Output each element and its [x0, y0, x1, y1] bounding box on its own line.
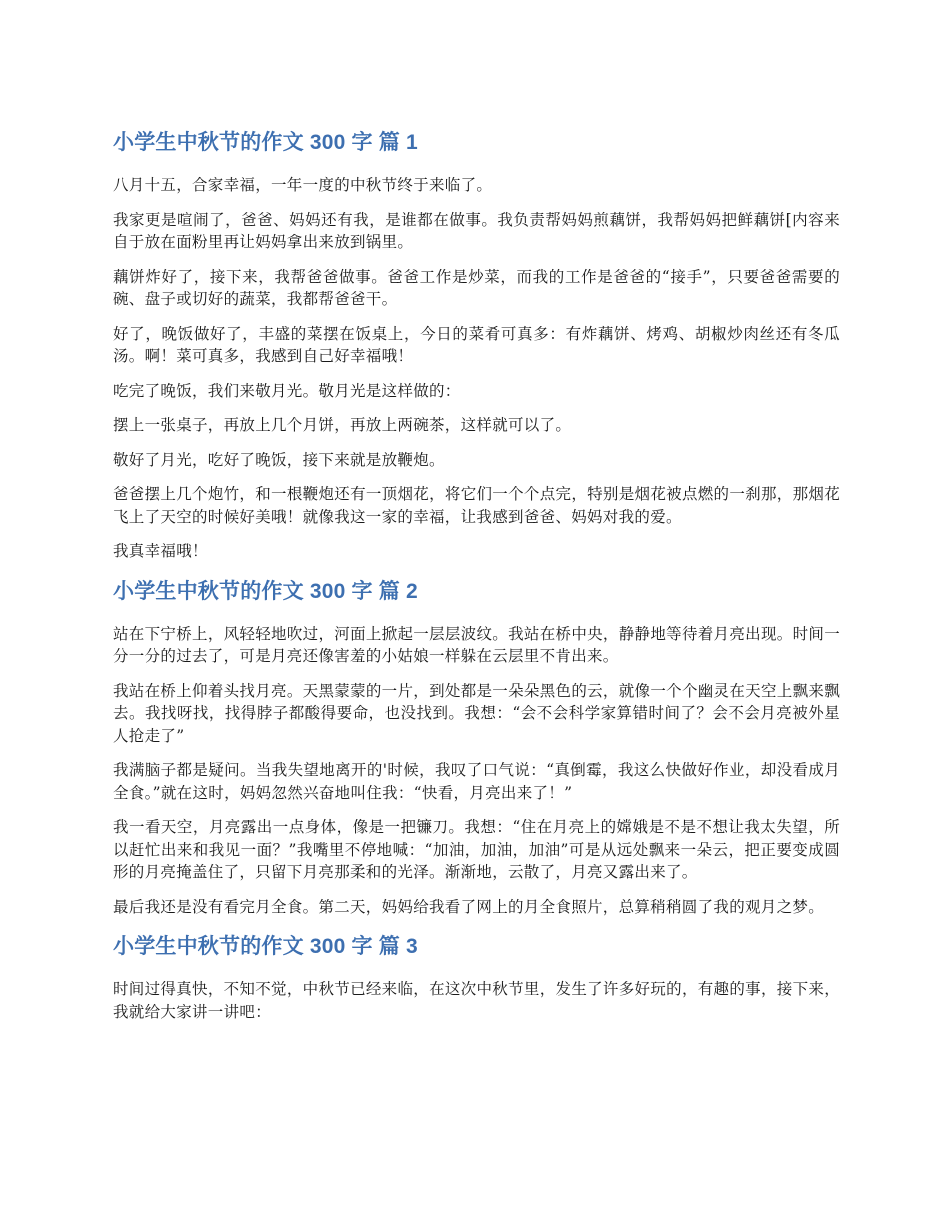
paragraph: 吃完了晚饭，我们来敬月光。敬月光是这样做的： [113, 381, 461, 400]
paragraph: 好了，晚饭做好了，丰盛的菜摆在饭桌上，今日的菜肴可真多：有炸藕饼、烤鸡、胡椒炒肉丝还有冬瓜汤。啊！菜可真多，我感到自己好幸福哦！ [113, 324, 840, 365]
section-title: 小学生中秋节的作文 300 字 篇 3 [113, 935, 418, 958]
paragraph: 我家更是喧闹了，爸爸、妈妈还有我，是谁都在做事。我负责帮妈妈煎藕饼，我帮妈妈把鲜藕饼[内容来自于放在面粉里再让妈妈拿出来放到锅里。 [113, 210, 840, 251]
section-title: 小学生中秋节的作文 300 字 篇 2 [113, 579, 418, 603]
paragraph: 我一看天空，月亮露出一点身体，像是一把镰刀。我想：“住在月亮上的嫦娥是不是不想让我太失望，所以赶忙出来和我见一面？”我嘴里不停地喊：“加油，加油，加油”可是从远处飘来一朵云，把正要变成圆形的月亮掩盖住了，只留下月亮那柔和的光泽。渐渐地，云散了，月亮又露出来了。 [113, 818, 840, 881]
paragraph: 爸爸摆上几个炮竹，和一根鞭炮还有一顶烟花，将它们一个个点完，特别是烟花被点燃的一刹那，那烟花飞上了天空的时候好美哦！就像我这一家的幸福，让我感到爸爸、妈妈对我的爱。 [113, 485, 840, 526]
essay-section-2 [113, 575, 840, 919]
paragraph: 站在下宁桥上，风轻轻地吹过，河面上掀起一层层波纹。我站在桥中央，静静地等待着月亮出现。时间一分一分的过去了，可是月亮还像害羞的小姑娘一样躲在云层里不肯出来。 [113, 624, 840, 665]
essay-section-3 [113, 930, 840, 1023]
paragraph: 藕饼炸好了，接下来，我帮爸爸做事。爸爸工作是炒菜，而我的工作是爸爸的“接手”，只要爸爸需要的碗、盘子或切好的蔬菜，我都帮爸爸干。 [113, 267, 840, 308]
paragraph: 最后我还是没有看完月全食。第二天，妈妈给我看了网上的月全食照片，总算稍稍圆了我的观月之梦。 [113, 897, 825, 916]
document-page [113, 126, 840, 1035]
section-title: 小学生中秋节的作文 300 字 篇 1 [113, 131, 418, 154]
paragraph: 我真幸福哦！ [113, 542, 208, 560]
paragraph: 八月十五，合家幸福，一年一度的中秋节终于来临了。 [113, 176, 493, 194]
essay-section-1 [113, 126, 840, 563]
paragraph: 我满脑子都是疑问。当我失望地离开的'时候，我叹了口气说：“真倒霉，我这么快做好作业，却没看成月全食。”就在这时，妈妈忽然兴奋地叫住我：“快看，月亮出来了！” [113, 761, 840, 802]
paragraph: 我站在桥上仰着头找月亮。天黑蒙蒙的一片，到处都是一朵朵黑色的云，就像一个个幽灵在天空上飘来飘去。我找呀找，找得脖子都酸得要命，也没找到。我想：“会不会科学家算错时间了？会不会月亮被外星人抢走了” [113, 681, 840, 745]
paragraph: 敬好了月光，吃好了晚饭，接下来就是放鞭炮。 [113, 450, 445, 469]
paragraph: 时间过得真快，不知不觉，中秋节已经来临，在这次中秋节里，发生了许多好玩的，有趣的事，接下来，我就给大家讲一讲吧： [113, 980, 840, 1021]
paragraph: 摆上一张桌子，再放上几个月饼，再放上两碗茶，这样就可以了。 [113, 416, 572, 434]
